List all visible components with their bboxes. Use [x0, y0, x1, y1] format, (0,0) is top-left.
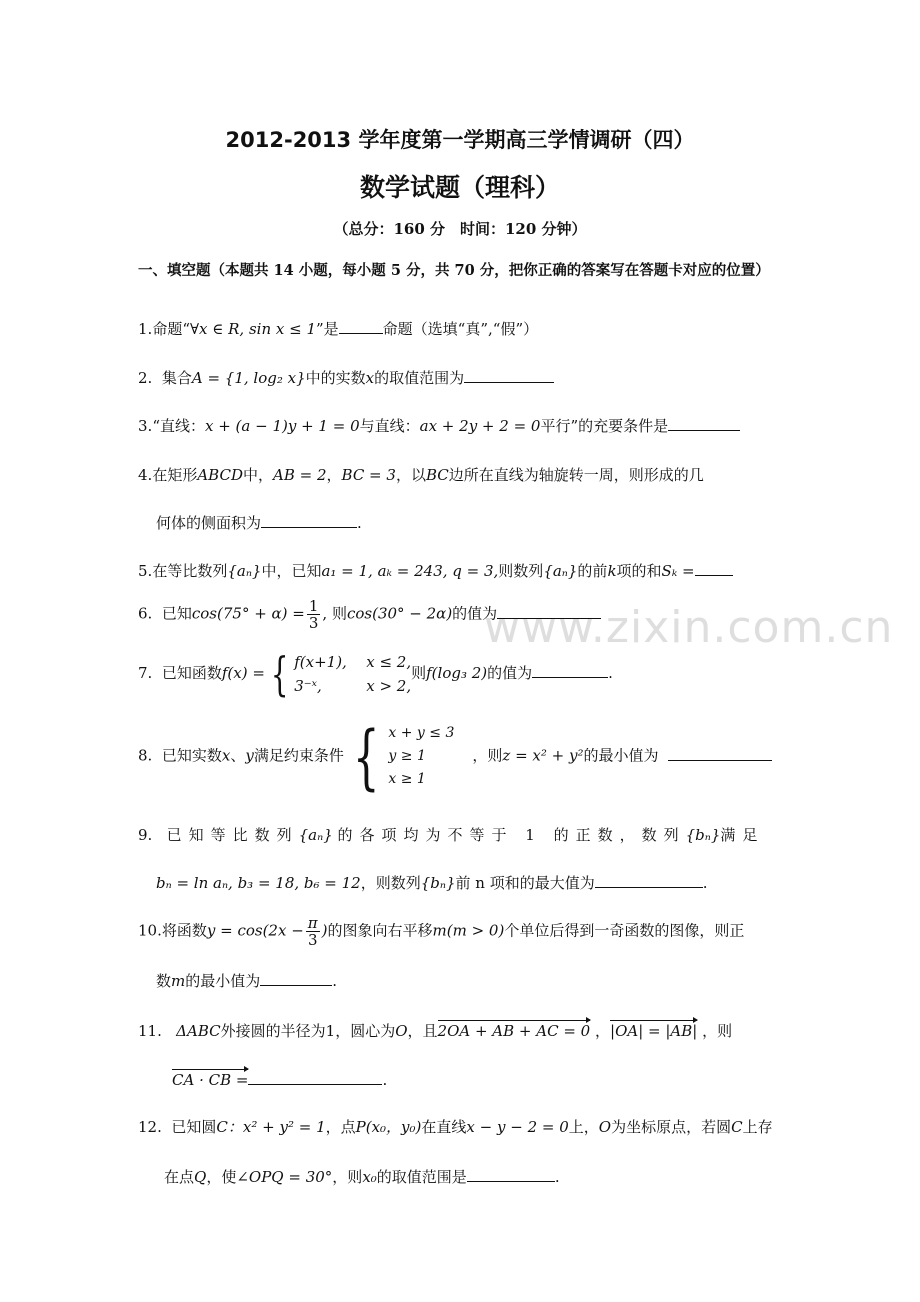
- question-5: [138, 560, 788, 581]
- math-expr: x: [221, 746, 231, 765]
- answer-blank: [464, 368, 554, 383]
- question-text: ，圆心为: [335, 1022, 396, 1040]
- question-text: 为坐标原点，若圆: [611, 1118, 732, 1136]
- case-cond: x > 2,: [366, 677, 412, 695]
- math-expr: ∠OPQ = 30°: [236, 1168, 333, 1186]
- piecewise-cases: [294, 650, 411, 698]
- question-text: 在等比数列: [152, 562, 228, 580]
- punctuation: .: [332, 972, 338, 990]
- numerator: π: [307, 914, 318, 932]
- question-number: 7.: [138, 664, 153, 682]
- question-text: 则: [411, 664, 427, 682]
- question-text: 集合: [161, 369, 192, 387]
- question-text: 已知圆: [171, 1118, 217, 1136]
- question-text: 、: [230, 746, 246, 765]
- case-expr: 3⁻ˣ,: [294, 677, 322, 695]
- denominator: 3: [307, 931, 318, 949]
- brace-icon: {: [270, 647, 289, 701]
- answer-blank: [260, 971, 332, 986]
- math-expr: bₙ = ln aₙ, b₃ = 18, b₆ = 12: [156, 874, 361, 892]
- constraint: y ≥ 1: [388, 748, 426, 764]
- question-text: 数: [156, 972, 172, 990]
- math-expr: {aₙ}: [543, 562, 578, 580]
- question-text: ，且: [407, 1022, 438, 1040]
- question-number: 3.: [138, 417, 153, 435]
- question-text: , 则: [322, 604, 347, 623]
- math-expr: f(log₃ 2): [426, 664, 488, 682]
- math-expr: Sₖ =: [661, 562, 695, 580]
- question-2: [138, 367, 788, 388]
- question-text: 在直线: [421, 1118, 467, 1136]
- question-number: 9.: [138, 826, 153, 844]
- question-text: 在点: [164, 1168, 195, 1186]
- question-text: 上，: [568, 1118, 599, 1136]
- punctuation: .: [554, 1168, 560, 1186]
- exam-info: （总分：160 分 时间：120 分钟）: [333, 220, 587, 238]
- math-expr: O: [598, 1118, 612, 1136]
- question-text: 平行”的充要条件是: [540, 417, 669, 435]
- question-text: 则数列: [498, 562, 544, 580]
- question-text: 何体的侧面积为: [156, 514, 262, 532]
- brace-icon: {: [352, 715, 380, 798]
- answer-blank: [467, 1167, 555, 1182]
- answer-blank: [497, 604, 601, 619]
- question-text: 的最小值为: [185, 972, 261, 990]
- question-text: “直线：: [152, 417, 205, 435]
- answer-blank: [668, 746, 772, 761]
- watermark: www.zixin.com.cn: [484, 602, 894, 653]
- question-number: 10.: [138, 921, 162, 940]
- math-expr: k: [607, 562, 617, 580]
- math-expr: A = {1, log₂ x}: [191, 369, 306, 387]
- constraint: x ≥ 1: [388, 771, 426, 787]
- question-text: 边所在直线为轴旋转一周，则形成的几: [448, 466, 704, 484]
- question-10: [138, 915, 788, 948]
- question-number: 2.: [138, 369, 153, 387]
- question-4-line-2: [156, 512, 806, 533]
- section-heading: 一、填空题（本题共 14 小题，每小题 5 分，共 70 分，把你正确的答案写在答题卡对应的位置）: [138, 262, 770, 279]
- question-text: ，: [595, 1022, 611, 1040]
- question-number: 12.: [138, 1118, 162, 1136]
- answer-blank: [532, 663, 608, 678]
- question-10-line-2: [156, 970, 806, 991]
- question-text: 个单位后得到一奇函数的图像，则正: [504, 921, 745, 940]
- question-12-line-2: [164, 1166, 814, 1187]
- vector-expr: 2OA + AB + AC = 0: [437, 1022, 591, 1040]
- constraint-cases: [388, 722, 472, 791]
- question-text: 的图象向右平移: [327, 921, 433, 940]
- math-expr: m(m > 0): [432, 921, 505, 940]
- math-expr: {bₙ}: [420, 874, 456, 892]
- math-expr: O: [395, 1022, 408, 1040]
- math-expr: cos(30° − 2α): [346, 604, 453, 623]
- math-expr: ax + 2y + 2 = 0: [419, 417, 541, 435]
- math-expr: ABCD: [197, 466, 243, 484]
- question-number: 1.: [138, 320, 153, 338]
- answer-blank: [595, 873, 703, 888]
- vector-expr: CA · CB =: [172, 1071, 249, 1089]
- question-text: ，则: [332, 1168, 363, 1186]
- question-text: 项的和: [616, 562, 662, 580]
- question-9-line-2: [156, 872, 806, 893]
- question-text: ，则: [702, 1022, 733, 1040]
- math-expr: {bₙ}: [685, 826, 721, 844]
- question-text: 的各项均为不等于 1 的正数，数列: [337, 826, 686, 844]
- math-var: x: [365, 369, 375, 387]
- question-text: ，点: [325, 1118, 356, 1136]
- exam-subject: 数学试题（理科）: [359, 173, 560, 202]
- question-text: ”是: [316, 320, 339, 338]
- math-expr: 1: [325, 1022, 336, 1040]
- question-6: [138, 598, 788, 631]
- math-expr: C：x² + y² = 1: [216, 1118, 326, 1136]
- math-expr: {aₙ}: [227, 562, 262, 580]
- question-text: 满足: [720, 826, 765, 844]
- question-number: 5.: [138, 562, 153, 580]
- question-text: 的取值范围是: [376, 1168, 467, 1186]
- math-expr: x − y − 2 = 0: [466, 1118, 569, 1136]
- question-text: 中的实数: [305, 369, 366, 387]
- math-expr: x + (a − 1)y + 1 = 0: [204, 417, 360, 435]
- fraction: [306, 915, 320, 948]
- question-text: 已知函数: [161, 664, 222, 682]
- question-text: 的取值范围为: [374, 369, 465, 387]
- question-text: 的最小值为: [583, 746, 659, 765]
- punctuation: .: [382, 1071, 388, 1089]
- question-text: 与直线：: [359, 417, 420, 435]
- question-text: 将函数: [161, 921, 207, 940]
- question-text: ，则数列: [360, 874, 421, 892]
- question-4: [138, 464, 788, 485]
- question-text: 已知: [161, 604, 192, 623]
- math-expr: f(x) =: [221, 664, 265, 682]
- question-number: 8.: [138, 746, 153, 765]
- question-text: 已知等比数列: [166, 826, 299, 844]
- denominator: 3: [308, 614, 319, 632]
- question-text: 满足约束条件: [253, 746, 344, 765]
- math-expr: BC: [425, 466, 449, 484]
- question-text: 中，已知: [261, 562, 322, 580]
- question-text: 的前: [577, 562, 608, 580]
- constraint: x + y ≤ 3: [388, 725, 455, 741]
- answer-blank: [668, 416, 740, 431]
- question-text: 上存: [742, 1118, 773, 1136]
- question-text: ，使: [206, 1168, 237, 1186]
- question-8: [138, 715, 788, 798]
- math-expr: cos(75° + α) =: [191, 604, 305, 623]
- case-expr: f(x+1),: [294, 653, 347, 671]
- question-7: [138, 647, 788, 701]
- question-text: ，则: [472, 746, 503, 765]
- math-expr: BC = 3: [341, 466, 396, 484]
- numerator: 1: [308, 597, 319, 615]
- question-text: 在矩形: [152, 466, 198, 484]
- question-text: 的值为: [452, 604, 498, 623]
- question-9: [138, 824, 788, 845]
- answer-blank: [339, 319, 383, 334]
- punctuation: .: [357, 514, 362, 532]
- answer-blank: [695, 561, 733, 576]
- question-text: ，: [326, 466, 342, 484]
- question-text: 已知实数: [161, 746, 222, 765]
- math-expr: Q: [194, 1168, 207, 1186]
- math-expr: ΔABC: [176, 1022, 221, 1040]
- question-text: 外接圆的半径为: [220, 1022, 326, 1040]
- math-expr: z = x² + y²: [502, 746, 584, 765]
- case-cond: x ≤ 2,: [366, 653, 412, 671]
- question-number: 6.: [138, 604, 153, 623]
- answer-blank: [248, 1070, 382, 1085]
- math-expr: y = cos(2x −: [206, 921, 304, 940]
- punctuation: .: [608, 664, 613, 682]
- question-text: ，以: [395, 466, 426, 484]
- question-3: [138, 415, 788, 436]
- question-11-line-2: [172, 1070, 822, 1089]
- punctuation: .: [702, 874, 708, 892]
- vector-expr: |OA| = |AB|: [610, 1022, 698, 1040]
- question-number: 4.: [138, 466, 153, 484]
- math-expr: AB = 2: [272, 466, 327, 484]
- question-text: 前 n 项和的最大值为: [455, 874, 595, 892]
- question-1: [138, 318, 788, 339]
- math-expr: C: [731, 1118, 743, 1136]
- question-text: 命题（选填“真”,“假”）: [382, 320, 539, 338]
- math-expr: P(x₀，y₀): [355, 1118, 422, 1136]
- question-text: 中，: [242, 466, 273, 484]
- math-expr: x₀: [362, 1168, 377, 1186]
- exam-title: 2012-2013 学年度第一学期高三学情调研（四）: [225, 128, 695, 152]
- math-expr: ): [321, 921, 328, 940]
- math-expr: y: [245, 746, 254, 765]
- math-expr: a₁ = 1, aₖ = 243, q = 3,: [321, 562, 499, 580]
- question-number: 11.: [138, 1022, 162, 1040]
- math-expr: m: [171, 972, 186, 990]
- question-12: [138, 1116, 788, 1137]
- question-11: [138, 1020, 788, 1041]
- answer-blank: [261, 513, 357, 528]
- question-text: 命题“: [152, 320, 190, 338]
- math-expr: ∀x ∈ R, sin x ≤ 1: [189, 320, 316, 338]
- question-text: 的值为: [487, 664, 533, 682]
- fraction: [307, 598, 321, 631]
- math-expr: {aₙ}: [298, 826, 333, 844]
